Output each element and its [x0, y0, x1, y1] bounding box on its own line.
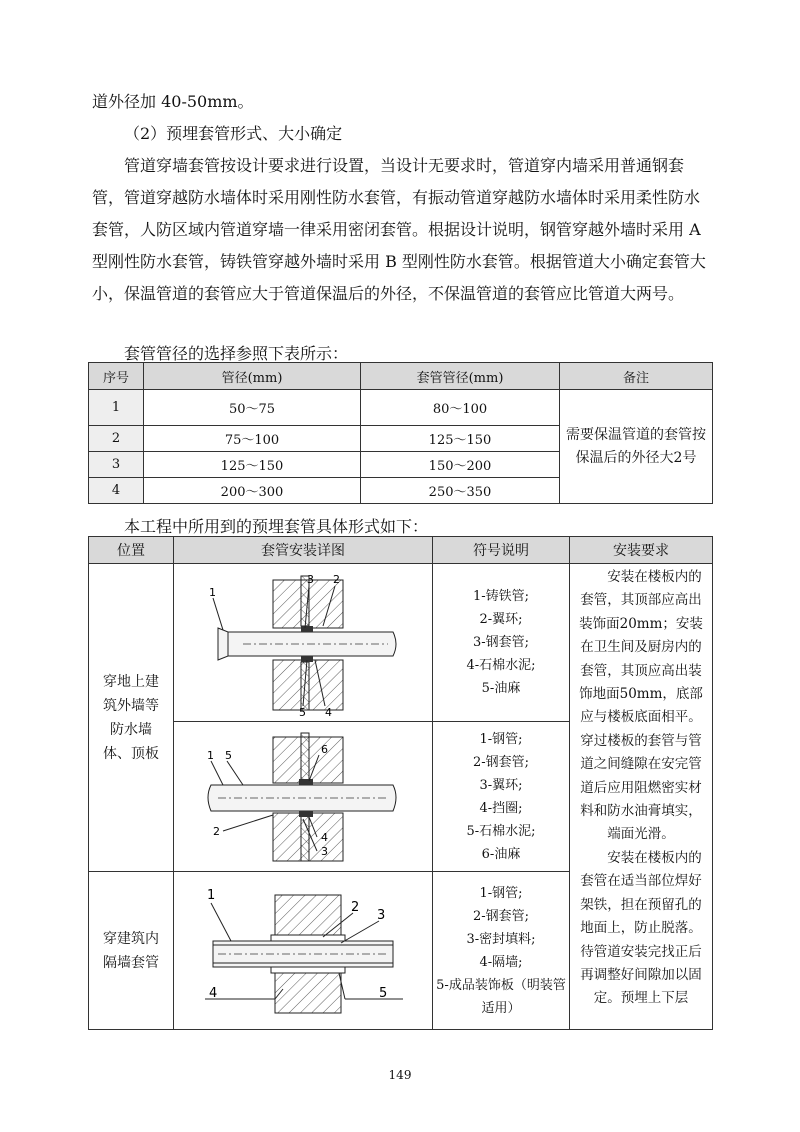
- sleeve-size-table: [88, 362, 713, 504]
- diagram-label: 5: [225, 748, 232, 762]
- requirement-text-2: 安装在楼板内的套管在适当部位焊好架铁，担在预留孔的地面上，防止脱落。待管道安装完找正后再调整好间隙加以固定。预埋上下层: [580, 849, 702, 1007]
- table-cell: 150～200: [361, 452, 560, 478]
- symbol-item: 6-油麻: [481, 846, 521, 862]
- symbol-list-1: [433, 564, 570, 722]
- diagram-cast-iron-sleeve: [174, 564, 433, 722]
- table2-header: 位置: [89, 537, 174, 564]
- section-title: （2）预埋套管形式、大小确定: [124, 124, 343, 143]
- diagram-label: 5: [379, 985, 388, 1001]
- symbol-item: 3-密封填料;: [466, 931, 536, 947]
- table-cell: 4: [89, 478, 144, 504]
- diagram-label: 6: [321, 742, 328, 756]
- table-cell: 75～100: [144, 426, 361, 452]
- diagram-label: 3: [377, 907, 386, 923]
- symbol-item: 3-钢套管;: [472, 635, 530, 650]
- table2-header: 套管安装详图: [174, 537, 433, 564]
- table1-note: 需要保温管道的套管按保温后的外径大2号: [560, 390, 713, 504]
- table2-header: 安装要求: [570, 537, 713, 564]
- symbol-item: 1-铸铁管;: [472, 589, 530, 604]
- intro-line: 道外径加 40-50mm。: [92, 92, 254, 111]
- sleeve-diagram-2: [183, 727, 423, 867]
- symbol-item: 5-石棉水泥;: [466, 823, 536, 839]
- sleeve-form-table: [88, 536, 713, 1030]
- diagram-label: 4: [209, 985, 218, 1001]
- table-cell: 3: [89, 452, 144, 478]
- page-number: 149: [388, 1068, 412, 1082]
- diagram-label: 4: [325, 705, 332, 718]
- requirement-text-1: 安装在楼板内的套管，其顶部应高出装饰面20mm；安装在卫生间及厨房内的套管，其顶应高出装饰地面50mm，底部应与楼板底面相平。穿过楼板的套管与管道之间缝隙在安完管道后应用阻燃密实材料和防水油膏填实，端面光滑。: [579, 569, 703, 843]
- table-cell: 125～150: [144, 452, 361, 478]
- diagram-label: 4: [321, 830, 328, 844]
- table2-header: 符号说明: [433, 537, 570, 564]
- symbol-item: 2-翼环;: [479, 612, 523, 627]
- table-cell: 50～75: [144, 390, 361, 426]
- diagram-label: 5: [299, 705, 306, 718]
- requirements-cell: [570, 564, 713, 1030]
- table2-caption: 本工程中所用到的预埋套管具体形式如下：: [124, 517, 429, 536]
- symbol-item: 4-挡圈;: [479, 800, 523, 816]
- symbol-item: 1-钢管;: [479, 731, 523, 747]
- symbol-list-3: [433, 872, 570, 1030]
- diagram-label: 2: [213, 824, 220, 838]
- location-cell: 穿地上建筑外墙等防水墙体、顶板: [89, 564, 174, 872]
- table-cell: 2: [89, 426, 144, 452]
- diagram-label: 1: [209, 585, 216, 599]
- sleeve-diagram-3: [183, 881, 423, 1021]
- table-row: [89, 390, 713, 426]
- symbol-item: 5-油麻: [481, 681, 521, 696]
- symbol-item: 4-隔墙;: [479, 954, 523, 970]
- sleeve-diagram-1: [183, 568, 423, 718]
- symbol-item: 2-钢套管;: [472, 754, 530, 770]
- symbol-item: 2-钢套管;: [472, 908, 530, 924]
- symbol-item: 4-石棉水泥;: [466, 658, 536, 673]
- table-cell: 1: [89, 390, 144, 426]
- diagram-label: 1: [207, 887, 216, 903]
- table-cell: 200～300: [144, 478, 361, 504]
- table-cell: 80～100: [361, 390, 560, 426]
- table1-header: 管径(mm): [144, 363, 361, 390]
- diagram-label: 2: [351, 899, 360, 915]
- table1-header: 备注: [560, 363, 713, 390]
- diagram-label: 2: [333, 572, 340, 586]
- symbol-list-2: [433, 722, 570, 872]
- diagram-partition-sleeve: [174, 872, 433, 1030]
- symbol-item: 5-成品装饰板（明装管适用）: [436, 977, 566, 1016]
- symbol-item: 1-钢管;: [479, 885, 523, 901]
- table1-caption: 套管管径的选择参照下表所示：: [124, 344, 349, 363]
- table-cell: 250～350: [361, 478, 560, 504]
- location-cell: 穿建筑内隔墙套管: [89, 872, 174, 1030]
- table-cell: 125～150: [361, 426, 560, 452]
- symbol-item: 3-翼环;: [479, 777, 523, 793]
- body-paragraph: 管道穿墙套管按设计要求进行设置，当设计无要求时，管道穿内墙采用普通钢套管，管道穿越防水墙体时采用刚性防水套管，有振动管道穿越防水墙体时采用柔性防水套管，人防区域内管道穿墙一律采用密闭套管。根据设计说明，钢管穿越外墙时采用 A 型刚性防水套管，铸铁管穿越外墙时采用 B 型刚性防水套管。根据管道大小确定套管大小，保温管道的套管应大于管道保温后的外径，不保温管道的套管应比管道大两号。: [92, 156, 706, 303]
- diagram-label: 1: [207, 748, 214, 762]
- diagram-label: 3: [321, 844, 328, 858]
- diagram-label: 3: [307, 572, 314, 586]
- table1-header: 套管管径(mm): [361, 363, 560, 390]
- table1-header: 序号: [89, 363, 144, 390]
- diagram-steel-sleeve: [174, 722, 433, 872]
